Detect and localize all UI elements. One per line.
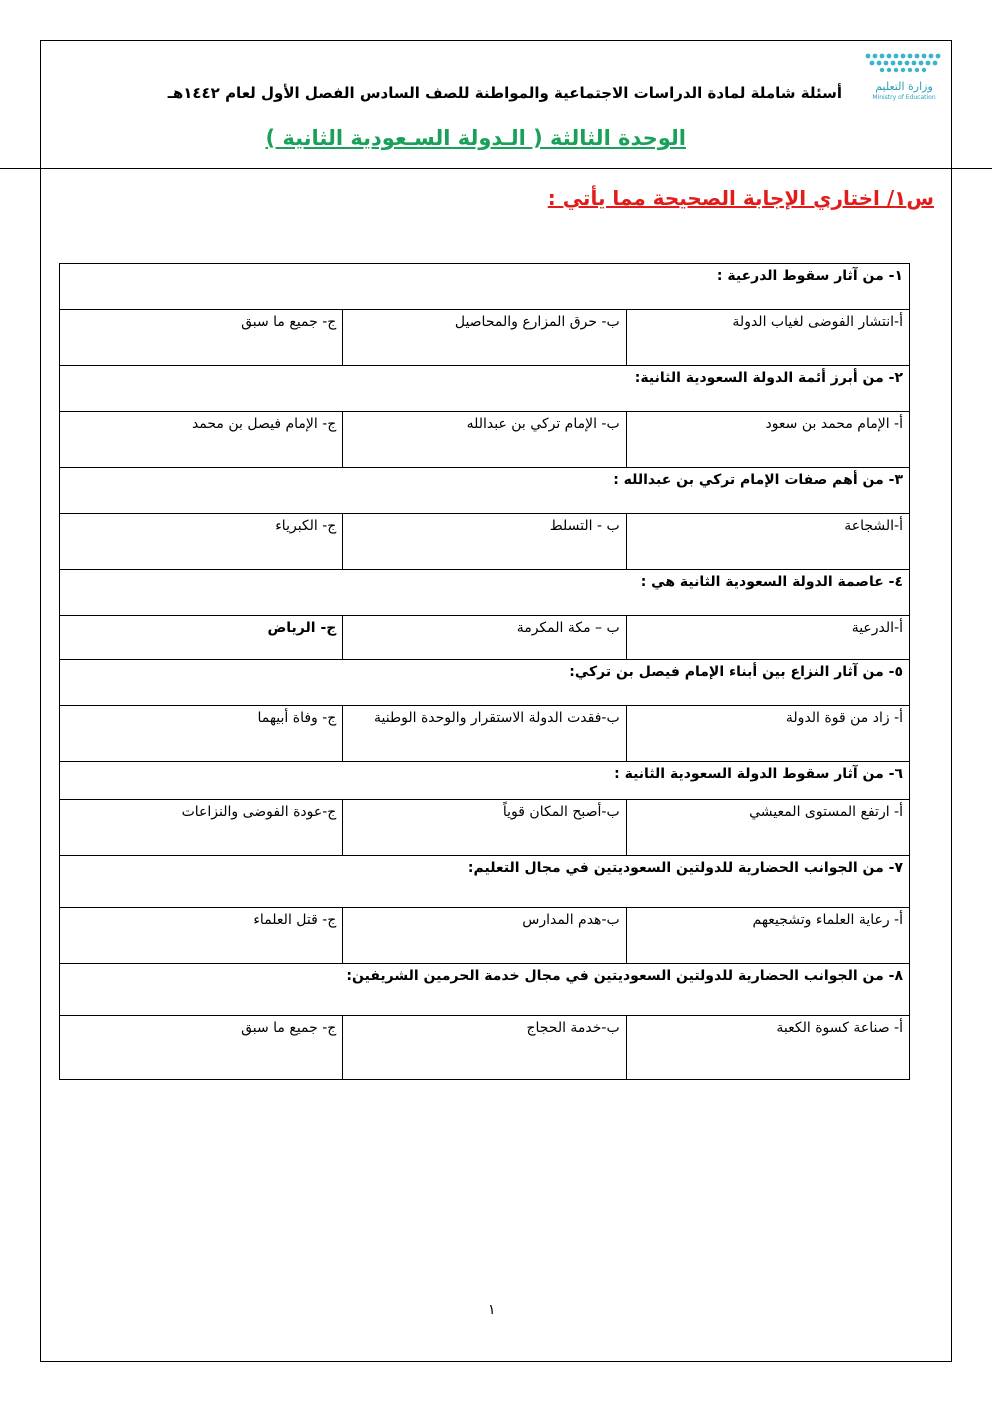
ministry-logo-subtitle: Ministry of Education [872,94,936,101]
option-a[interactable]: أ-الدرعية [626,616,909,660]
option-c[interactable]: ج- وفاة أبيهما [60,706,343,762]
unit-title: الوحدة الثالثة ( الـدولة السـعودية الثانية ) [265,126,686,150]
option-b[interactable]: ب-خدمة الحجاج [343,1016,626,1080]
question-row [60,660,910,706]
option-c[interactable]: ج- الكبرياء [60,514,343,570]
option-c[interactable]: ج- جميع ما سبق [60,1016,343,1080]
questions-table [59,263,910,1080]
option-c[interactable]: ج- جميع ما سبق [60,310,343,366]
option-b[interactable]: ب-فقدت الدولة الاستقرار والوحدة الوطنية [343,706,626,762]
question-row [60,366,910,412]
answer-row [60,1016,910,1080]
option-b[interactable]: ب- الإمام تركي بن عبدالله [343,412,626,468]
answer-row [60,908,910,964]
option-b[interactable]: ب- حرق المزارع والمحاصيل [343,310,626,366]
answer-row [60,310,910,366]
question-row [60,264,910,310]
option-b[interactable]: ب-أصبح المكان قوياً [343,800,626,856]
option-b[interactable]: ب – مكة المكرمة [343,616,626,660]
option-b[interactable]: ب - التسلط [343,514,626,570]
option-c[interactable]: ج-عودة الفوضى والنزاعات [60,800,343,856]
option-b[interactable]: ب-هدم المدارس [343,908,626,964]
answer-row [60,800,910,856]
answer-row [60,412,910,468]
question-text: ٧- من الجوانب الحضارية للدولتين السعوديتين في مجال التعليم: [60,856,910,908]
answer-row [60,706,910,762]
question-text: ٥- من آثار النزاع بين أبناء الإمام فيصل بن تركي: [60,660,910,706]
question-row [60,964,910,1016]
question-row [60,570,910,616]
question-row [60,468,910,514]
answer-row [60,616,910,660]
answer-row [60,514,910,570]
ministry-logo-name: وزارة التعليم [875,80,933,93]
option-a[interactable]: أ- صناعة كسوة الكعبة [626,1016,909,1080]
question-row [60,856,910,908]
question-text: ٦- من آثار سقوط الدولة السعودية الثانية : [60,762,910,800]
option-a[interactable]: أ- ارتفع المستوى المعيشي [626,800,909,856]
question-text: ٣- من أهم صفات الإمام تركي بن عبدالله : [60,468,910,514]
question-text: ٨- من الجوانب الحضارية للدولتين السعوديتين في مجال خدمة الحرمين الشريفين: [60,964,910,1016]
option-a[interactable]: أ-الشجاعة [626,514,909,570]
header-divider [0,168,992,169]
option-c[interactable]: ج- الرياض [60,616,343,660]
question-section-title: س١/ اختاري الإجابة الصحيحة مما يأتي : [547,186,934,210]
question-text: ٢- من أبرز أئمة الدولة السعودية الثانية: [60,366,910,412]
option-c[interactable]: ج- قتل العلماء [60,908,343,964]
option-c[interactable]: ج- الإمام فيصل بن محمد [60,412,343,468]
question-row [60,762,910,800]
page-title: أسئلة شاملة لمادة الدراسات الاجتماعية والمواطنة للصف السادس الفصل الأول لعام ١٤٤٢هـ [167,84,842,102]
page-number: ١ [488,1302,496,1318]
option-a[interactable]: أ- رعاية العلماء وتشجيعهم [626,908,909,964]
option-a[interactable]: أ- الإمام محمد بن سعود [626,412,909,468]
question-text: ١- من آثار سقوط الدرعية : [60,264,910,310]
option-a[interactable]: أ- زاد من قوة الدولة [626,706,909,762]
question-text: ٤- عاصمة الدولة السعودية الثانية هي : [60,570,910,616]
option-a[interactable]: أ-انتشار الفوضى لغياب الدولة [626,310,909,366]
